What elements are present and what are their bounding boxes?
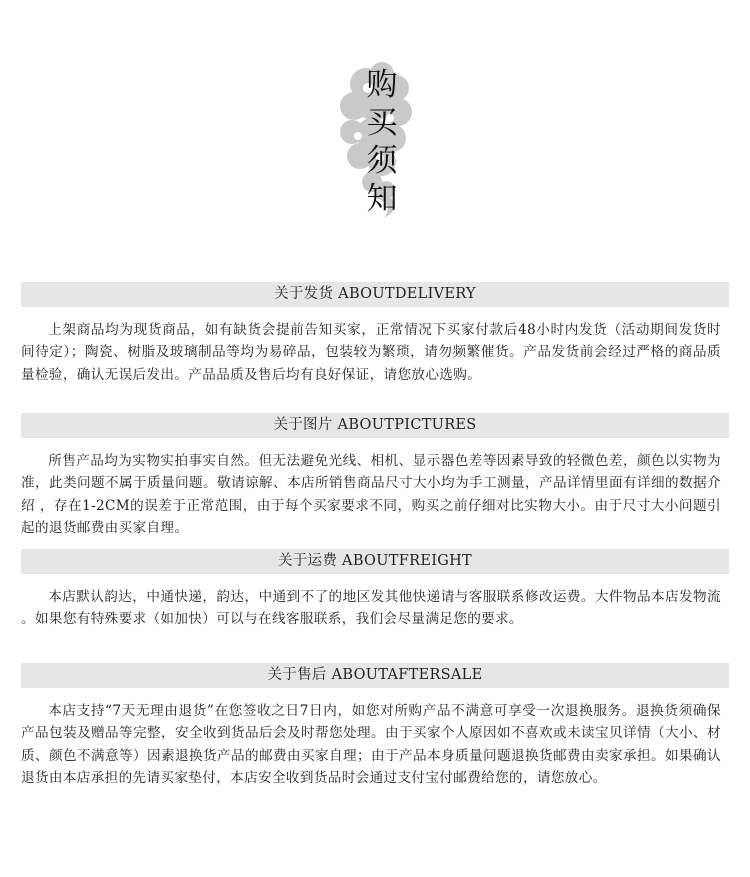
section-aftersale	[21, 663, 729, 789]
section-delivery	[21, 282, 729, 386]
section-heading: 关于图片 ABOUTPICTURES	[21, 413, 729, 438]
section-body: 本店支持“7天无理由退货”在您签收之日7日内，如您对所购产品不满意可享受一次退换服务。退换货须确保产品包装及赠品等完整，安全收到货品后会及时帮您处理。由于买家个人原因如不喜欢或未读宝贝详情（大小、材质、颜色不满意等）因素退换货产品的邮费由买家自理；由于产品本身质量问题退换货邮费由卖家承担。如果确认退货由本店承担的先请买家垫付，本店安全收到货品时会通过支付宝付邮费给您的，请您放心。	[21, 703, 721, 786]
section-pictures	[21, 413, 729, 539]
section-body: 上架商品均为现货商品，如有缺货会提前告知买家，正常情况下买家付款后48小时内发货（活动期间发货时间待定）；陶瓷、树脂及玻璃制品等均为易碎品，包装较为繁琐，请勿频繁催货。产品发货前会经过严格的商品质量检验，确认无误后发出。产品品质及售后均有良好保证，请您放心选购。	[21, 322, 721, 383]
logo-char: 买	[366, 105, 398, 141]
section-body: 本店默认韵达，中通快递，韵达，中通到不了的地区发其他快递请与客服联系修改运费。大件物品本店发物流 。如果您有特殊要求（如加快）可以与在线客服联系，我们会尽量满足您的要求。	[21, 589, 721, 628]
section-heading: 关于发货 ABOUTDELIVERY	[21, 282, 729, 307]
section-freight	[21, 549, 729, 631]
logo-char: 须	[366, 143, 398, 179]
logo-char: 知	[366, 181, 398, 217]
logo-title	[362, 66, 402, 218]
section-heading: 关于售后 ABOUTAFTERSALE	[21, 663, 729, 688]
logo-char: 购	[366, 67, 398, 103]
section-heading: 关于运费 ABOUTFREIGHT	[21, 549, 729, 574]
section-body: 所售产品均为实物实拍事实自然。但无法避免光线、相机、显示器色差等因素导致的轻微色差，颜色以实物为准，此类问题不属于质量问题。敬请谅解、本店所销售商品尺寸大小均为手工测量，产品详情里面有详细的数据介绍 ，存在1-2CM的误差于正常范围，由于每个买家要求不同，购买之前仔细对比实物大小。由于尺寸大小问题引起的退货邮费由买家自理。	[21, 453, 721, 536]
